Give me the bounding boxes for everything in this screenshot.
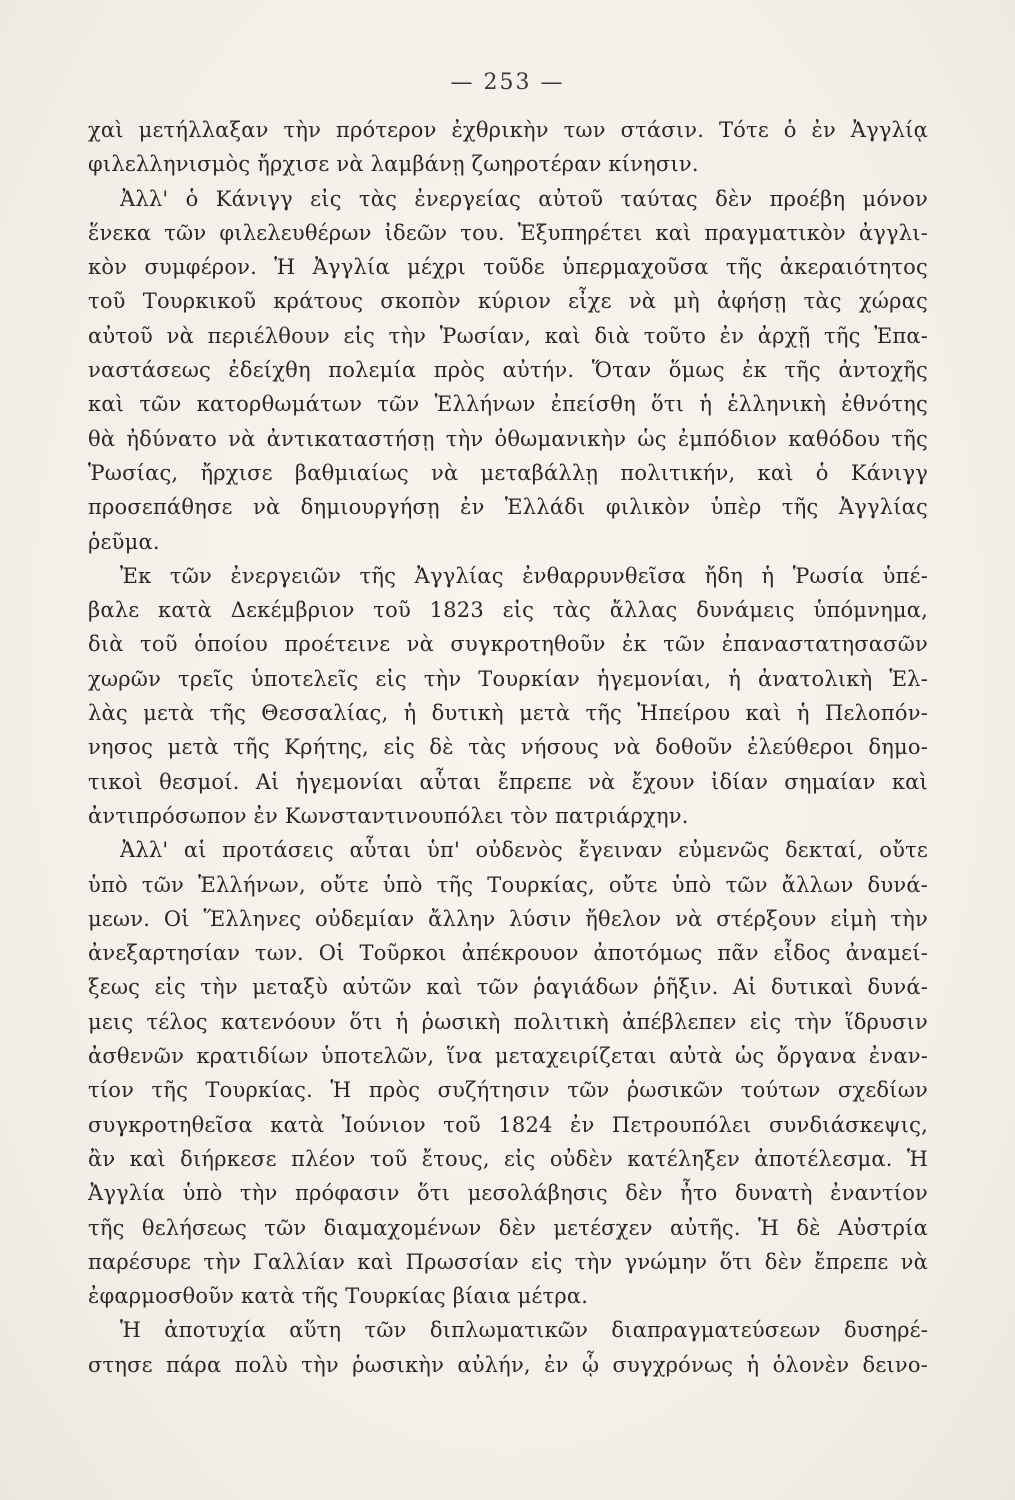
text-line: ναστάσεως ἐδείχθη πολεμία πρὸς αὐτήν. Ὅταν ὅμως ἐκ τῆς ἀντοχῆς	[88, 358, 928, 383]
text-line: ἐφαρμοσθοῦν κατὰ τῆς Τουρκίας βίαια μέτρα.	[88, 1284, 589, 1309]
text-line: ἀνεξαρτησίαν των. Οἱ Τοῦρκοι ἀπέκρουον ἀποτόμως πᾶν εἶδος ἀναμεί-	[88, 941, 928, 966]
text-line: ἂν καὶ διήρκεσε πλέον τοῦ ἔτους, εἰς οὐδὲν κατέληξεν ἀποτέλεσμα. Ἡ	[88, 1146, 928, 1171]
text-line: συγκροτηθεῖσα κατὰ Ἰούνιον τοῦ 1824 ἐν Πετρουπόλει συνδιάσκεψις,	[88, 1112, 928, 1137]
text-line: ὑπὸ τῶν Ἑλλήνων, οὔτε ὑπὸ τῆς Τουρκίας, οὔτε ὑπὸ τῶν ἄλλων δυνά-	[88, 872, 928, 897]
text-line: Ῥωσίας, ἤρχισε βαθμιαίως νὰ μεταβάλλῃ πολιτικήν, καὶ ὁ Κάνιγγ	[88, 460, 928, 485]
text-line: κὸν συμφέρον. Ἡ Ἀγγλία μέχρι τοῦδε ὑπερμαχοῦσα τῆς ἀκεραιότητος	[88, 255, 928, 280]
text-line: μεων. Οἱ Ἕλληνες οὐδεμίαν ἄλλην λύσιν ἤθελον νὰ στέρξουν εἰμὴ τὴν	[88, 906, 928, 931]
text-line: Ἀλλ' αἱ προτάσεις αὗται ὑπ' οὐδενὸς ἔγειναν εὐμενῶς δεκταί, οὔτε	[120, 838, 928, 863]
text-line: καὶ τῶν κατορθωμάτων τῶν Ἑλλήνων ἐπείσθη ὅτι ἡ ἑλληνικὴ ἐθνότης	[88, 392, 928, 417]
text-line: Ἡ ἀποτυχία αὕτη τῶν διπλωματικῶν διαπραγματεύσεων δυσηρέ-	[120, 1318, 928, 1343]
text-line: θὰ ἠδύνατο νὰ ἀντικαταστήσῃ τὴν ὀθωμανικὴν ὡς ἐμπόδιον καθόδου τῆς	[88, 426, 928, 451]
text-line: τοῦ Τουρκικοῦ κράτους σκοπὸν κύριον εἶχε νὰ μὴ ἀφήσῃ τὰς χώρας	[88, 289, 928, 314]
text-line: τῆς θελήσεως τῶν διαμαχομένων δὲν μετέσχεν αὐτῆς. Ἡ δὲ Αὐστρία	[88, 1215, 928, 1240]
text-line: τίον τῆς Τουρκίας. Ἡ πρὸς συζήτησιν τῶν ῥωσικῶν τούτων σχεδίων	[88, 1078, 928, 1103]
text-line: τικοὶ θεσμοί. Αἱ ἡγεμονίαι αὗται ἔπρεπε νὰ ἔχουν ἰδίαν σημαίαν καὶ	[88, 769, 928, 794]
text-line: ξεως εἰς τὴν μεταξὺ αὐτῶν καὶ τῶν ῥαγιάδων ῥῆξιν. Αἱ δυτικαὶ δυνά-	[88, 975, 928, 1000]
body-text	[88, 113, 928, 1382]
text-line: χωρῶν τρεῖς ὑποτελεῖς εἰς τὴν Τουρκίαν ἡγεμονίαι, ἡ ἀνατολικὴ Ἑλ-	[88, 666, 928, 691]
text-line: προσεπάθησε νὰ δημιουργήσῃ ἐν Ἑλλάδι φιλικὸν ὑπὲρ τῆς Ἀγγλίας	[88, 495, 928, 520]
text-line: φιλελληνισμὸς ἤρχισε νὰ λαμβάνῃ ζωηροτέραν κίνησιν.	[88, 152, 699, 177]
text-line: ἀσθενῶν κρατιδίων ὑποτελῶν, ἵνα μεταχειρίζεται αὐτὰ ὡς ὄργανα ἐναν-	[88, 1044, 928, 1069]
text-line: χαὶ μετήλλαξαν τὴν πρότερον ἐχθρικὴν των στάσιν. Τότε ὁ ἐν Ἀγγλίᾳ	[88, 118, 928, 142]
text-line: Ἐκ τῶν ἐνεργειῶν τῆς Ἀγγλίας ἐνθαρρυνθεῖσα ἤδη ἡ Ῥωσία ὑπέ-	[120, 563, 928, 588]
text-line: ἕνεκα τῶν φιλελευθέρων ἰδεῶν του. Ἐξυπηρέτει καὶ πραγματικὸν ἀγγλι-	[88, 220, 928, 245]
page-number: — 253 —	[450, 70, 565, 95]
text-line: μεις τέλος κατενόουν ὅτι ἡ ῥωσικὴ πολιτικὴ ἀπέβλεπεν εἰς τὴν ἵδρυσιν	[88, 1009, 928, 1034]
text-line: Ἀλλ' ὁ Κάνιγγ εἰς τὰς ἐνεργείας αὐτοῦ ταύτας δὲν προέβη μόνον	[120, 186, 928, 211]
text-line: βαλε κατὰ Δεκέμβριον τοῦ 1823 εἰς τὰς ἄλλας δυνάμεις ὑπόμνημα,	[88, 598, 928, 623]
text-line: ἀντιπρόσωπον ἐν Κωνσταντινουπόλει τὸν πατριάρχην.	[88, 803, 689, 828]
text-line: παρέσυρε τὴν Γαλλίαν καὶ Πρωσσίαν εἰς τὴν γνώμην ὅτι δὲν ἔπρεπε νὰ	[88, 1249, 928, 1274]
text-line: Ἀγγλία ὑπὸ τὴν πρόφασιν ὅτι μεσολάβησις δὲν ἦτο δυνατὴ ἐναντίον	[88, 1181, 928, 1206]
text-line: ῥεῦμα.	[88, 529, 160, 554]
text-line: διὰ τοῦ ὁποίου προέτεινε νὰ συγκροτηθοῦν ἐκ τῶν ἐπαναστατησασῶν	[88, 632, 928, 657]
text-line: αὐτοῦ νὰ περιέλθουν εἰς τὴν Ῥωσίαν, καὶ διὰ τοῦτο ἐν ἀρχῇ τῆς Ἐπα-	[88, 323, 928, 348]
text-line: στησε πάρα πολὺ τὴν ῥωσικὴν αὐλήν, ἐν ᾧ συγχρόνως ἡ ὁλονὲν δεινο-	[88, 1352, 928, 1377]
text-line: νησος μετὰ τῆς Κρήτης, εἰς δὲ τὰς νήσους νὰ δοθοῦν ἐλεύθεροι δημο-	[88, 735, 928, 760]
text-line: λὰς μετὰ τῆς Θεσσαλίας, ἡ δυτικὴ μετὰ τῆς Ἠπείρου καὶ ἡ Πελοπόν-	[88, 701, 928, 726]
